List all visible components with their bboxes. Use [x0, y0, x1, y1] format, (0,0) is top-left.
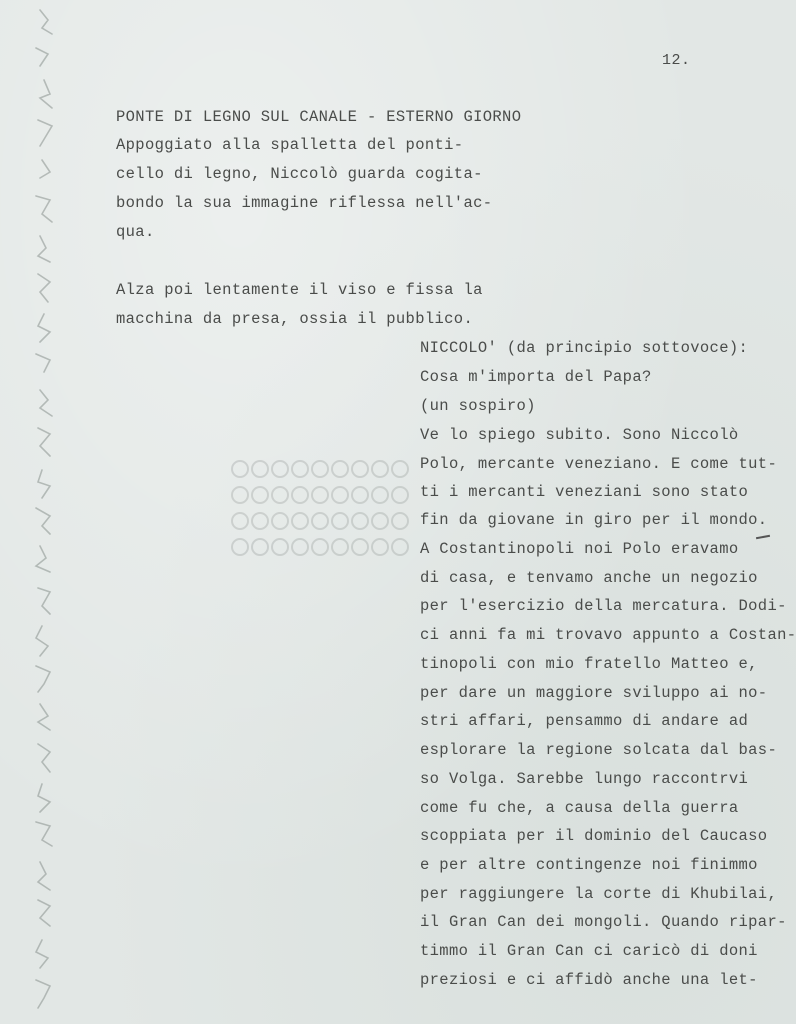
- scene-heading: PONTE DI LEGNO SUL CANALE - ESTERNO GIORNO: [116, 108, 522, 126]
- action-line: bondo la sua immagine riflessa nell'ac-: [116, 194, 493, 212]
- watermark-stamp: [228, 455, 428, 575]
- dialogue-line: A Costantinopoli noi Polo eravamo: [420, 540, 739, 558]
- dialogue-line: fin da giovane in giro per il mondo.: [420, 511, 768, 529]
- dialogue-line: e per altre contingenze noi finimmo: [420, 856, 758, 874]
- dialogue-line: per dare un maggiore sviluppo ai no-: [420, 684, 768, 702]
- dialogue-line: tinopoli con mio fratello Matteo e,: [420, 655, 758, 673]
- character-cue: NICCOLO' (da principio sottovoce):: [420, 339, 749, 357]
- action-line: qua.: [116, 223, 155, 241]
- dialogue-line: timmo il Gran Can ci caricò di doni: [420, 942, 758, 960]
- dialogue-line: ci anni fa mi trovavo appunto a Costan-: [420, 626, 796, 644]
- dialogue-line: come fu che, a causa della guerra: [420, 799, 739, 817]
- dialogue-line: esplorare la regione solcata dal bas-: [420, 741, 778, 759]
- dialogue-line: il Gran Can dei mongoli. Quando ripar-: [420, 913, 787, 931]
- dialogue-line: per raggiungere la corte di Khubilai,: [420, 885, 778, 903]
- parenthetical: (un sospiro): [420, 397, 536, 415]
- paper-edge-decoration: [30, 0, 64, 1024]
- dialogue-line: preziosi e ci affidò anche una let-: [420, 971, 758, 989]
- dialogue-line: Ve lo spiego subito. Sono Niccolò: [420, 426, 739, 444]
- action-line: macchina da presa, ossia il pubblico.: [116, 310, 474, 328]
- dialogue-line: di casa, e tenvamo anche un negozio: [420, 569, 758, 587]
- dialogue-line: so Volga. Sarebbe lungo raccontrvi: [420, 770, 749, 788]
- page-number: 12.: [662, 52, 691, 69]
- dialogue-line: scoppiata per il dominio del Caucaso: [420, 827, 768, 845]
- dialogue-line: Cosa m'importa del Papa?: [420, 368, 652, 386]
- dialogue-line: per l'esercizio della mercatura. Dodi-: [420, 597, 787, 615]
- action-line: Alza poi lentamente il viso e fissa la: [116, 281, 483, 299]
- dialogue-line: ti i mercanti veneziani sono stato: [420, 483, 749, 501]
- handwritten-mark: [756, 535, 770, 539]
- dialogue-line: stri affari, pensammo di andare ad: [420, 712, 749, 730]
- action-line: Appoggiato alla spalletta del ponti-: [116, 136, 464, 154]
- action-line: cello di legno, Niccolò guarda cogita-: [116, 165, 483, 183]
- dialogue-line: Polo, mercante veneziano. E come tut-: [420, 455, 778, 473]
